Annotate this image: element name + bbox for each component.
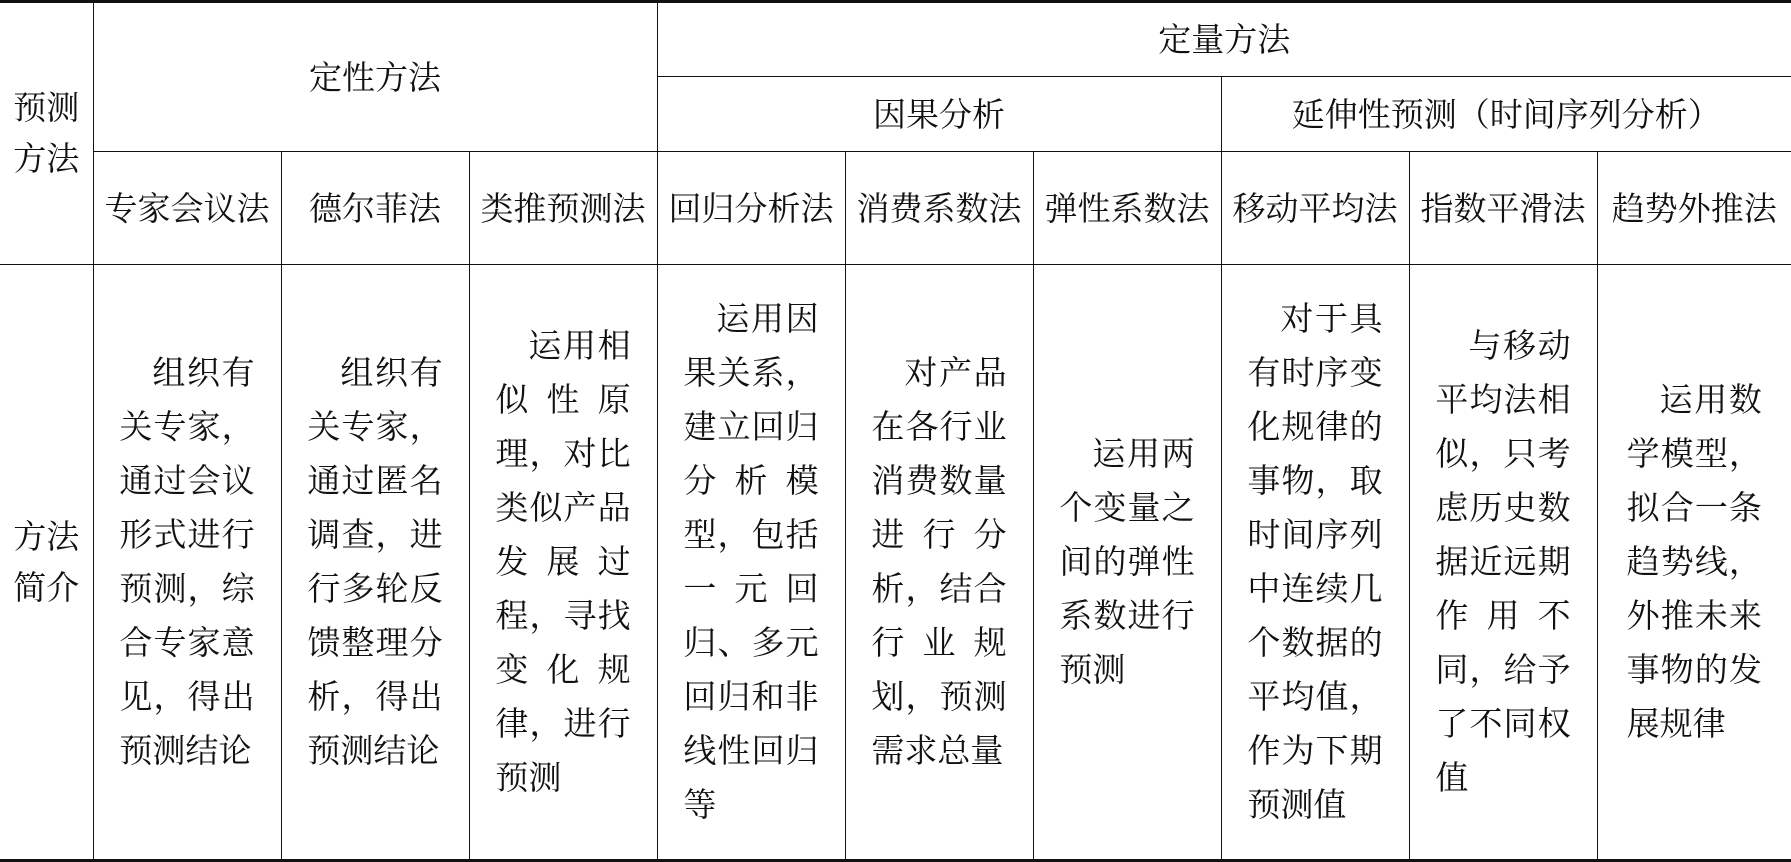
method-description: 组织有关专家，通过会议形式进行预测，综合专家意见，得出预测结论 xyxy=(119,353,255,770)
method-name: 消费系数法 xyxy=(856,188,1022,228)
row-header-method xyxy=(0,2,93,265)
method-name-cell xyxy=(845,152,1033,265)
method-description-cell xyxy=(1221,265,1409,861)
method-name-cell xyxy=(1597,152,1791,265)
quantitative-header xyxy=(657,2,1791,77)
method-description: 运用相似性原理，对比类似产品发展过程，寻找变化规律，进行预测 xyxy=(495,326,631,797)
row-header-intro-text: 方法简介 xyxy=(13,516,80,607)
method-description: 对产品在各行业消费数量进行分析，结合行业规划，预测需求总量 xyxy=(871,353,1007,770)
method-name: 弹性系数法 xyxy=(1044,188,1210,228)
method-name: 移动平均法 xyxy=(1232,188,1398,228)
method-name: 趋势外推法 xyxy=(1611,188,1777,228)
row-header-intro xyxy=(0,265,93,861)
method-name-cell xyxy=(657,152,845,265)
method-name-cell xyxy=(1221,152,1409,265)
row-header-method-text: 预测方法 xyxy=(13,88,80,178)
causal-header-text: 因果分析 xyxy=(873,94,1006,134)
method-description-cell xyxy=(657,265,845,861)
method-description-cell xyxy=(1409,265,1597,861)
method-description-cell xyxy=(845,265,1033,861)
method-name-cell xyxy=(93,152,281,265)
method-description-cell xyxy=(281,265,469,861)
method-name: 类推预测法 xyxy=(480,188,646,228)
extension-header-text: 延伸性预测（时间序列分析） xyxy=(1291,94,1721,134)
method-name: 回归分析法 xyxy=(668,188,834,228)
method-name: 专家会议法 xyxy=(104,188,270,228)
method-description: 运用数学模型，拟合一条趋势线，外推未来事物的发展规律 xyxy=(1626,380,1762,743)
method-name: 指数平滑法 xyxy=(1420,188,1586,228)
method-name-cell xyxy=(469,152,657,265)
method-name-cell xyxy=(1033,152,1221,265)
extension-header xyxy=(1221,77,1791,152)
method-description-cell xyxy=(1033,265,1221,861)
method-description-cell xyxy=(93,265,281,861)
qualitative-header-text: 定性方法 xyxy=(309,57,441,97)
causal-header xyxy=(657,77,1221,152)
method-description: 运用因果关系，建立回归分析模型，包括一元回归、多元回归和非线性回归等 xyxy=(683,299,819,824)
quantitative-header-text: 定量方法 xyxy=(1158,20,1291,59)
qualitative-header xyxy=(93,2,657,152)
method-name-cell xyxy=(1409,152,1597,265)
method-description: 与移动平均法相似，只考虑历史数据近远期作用不同，给予了不同权值 xyxy=(1435,326,1571,797)
method-description: 组织有关专家，通过匿名调查，进行多轮反馈整理分析，得出预测结论 xyxy=(307,353,443,770)
method-name: 德尔菲法 xyxy=(309,188,441,228)
method-name-cell xyxy=(281,152,469,265)
method-description: 运用两个变量之间的弹性系数进行预测 xyxy=(1059,434,1195,689)
method-description: 对于具有时序变化规律的事物，取时间序列中连续几个数据的平均值，作为下期预测值 xyxy=(1247,299,1383,824)
method-description-cell xyxy=(469,265,657,861)
method-description-cell xyxy=(1597,265,1791,861)
